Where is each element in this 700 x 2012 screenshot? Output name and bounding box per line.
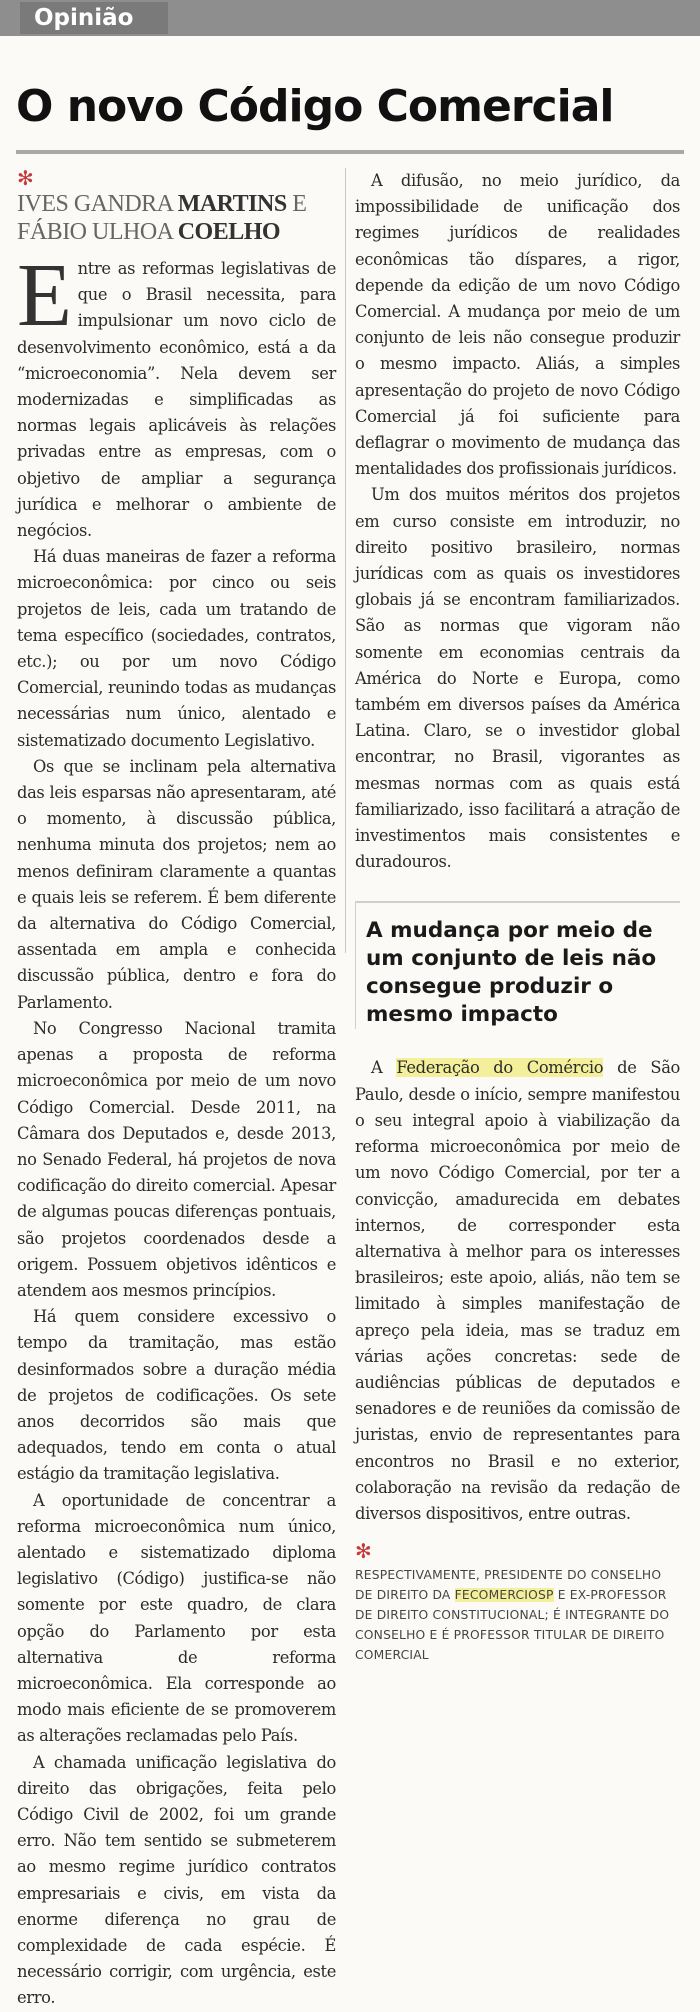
asterisk-icon: ✻ — [17, 166, 34, 190]
pull-quote-box — [355, 901, 680, 1029]
paragraph-5: Há quem considere excessivo o tempo da tramitação, mas estão desinformados sobre a duração média de projetos de codificações. Os sete anos decorridos são mais que adequados, tendo em conta o atual estágio da tramitação legislativa. — [17, 1307, 336, 1484]
author-1-surname: MARTINS — [177, 191, 287, 217]
footnote-asterisk-icon: ✻ — [355, 1539, 372, 1564]
paragraph-9: Um dos muitos méritos dos projetos em curso consiste em introduzir, no direito positivo brasileiro, normas jurídicas com as quais os investidores globais já se encontram familiarizados. São as normas que vigoram não somente em economias centrais da América do Norte e Europa, como também em diversos países da América Latina. Claro, se o investidor global encontrar, no Brasil, vigorantes as mesmas normas com as quais está familiarizado, isso facilitará a atração de investimentos mais consistentes e duradouros. — [355, 485, 680, 872]
paragraph-3: Os que se inclinam pela alternativa das leis esparsas não apresentaram, até o momento, à discussão pública, nenhuma minuta dos projetos; nem ao menos definiram claramente a quantas e quais leis se referem. É bem diferente da alternativa do Código Comercial, assentada em ampla e conhecida discussão pública, dentro e fora do Parlamento. — [17, 756, 336, 1012]
paragraph-6: A oportunidade de concentrar a reforma microeconômica num único, alentado e sistematizado diploma legislativo (Código) justifica-se não somente por este quadro, de clara opção do Parlamento por esta alternativa de reforma microeconômica. Ela corresponde ao modo mais eficiente de se promoverem as alterações reclamadas pelo País. — [17, 1490, 336, 1746]
headline: O novo Código Comercial — [16, 81, 614, 132]
footnote-rest: E EX-PROFESSOR DE DIREITO CONSTITUCIONAL; É INTEGRANTE DO CONSELHO E É PROFESSOR TITULAR DE DIREITO COMERCIAL — [355, 1588, 670, 1663]
highlighted-federacao: Federação do Comércio — [396, 1058, 604, 1078]
column-right — [355, 168, 680, 1665]
paragraph-10-rest: de São Paulo, desde o início, sempre manifestou o seu integral apoio à viabilização da reforma microeconômica por meio de um novo Código Comercial, por ter a convicção, amadurecida em debates internos, de corresponder esta alternativa à melhor para os interesses brasileiros; este apoio, aliás, não tem se limitado à simples manifestação de apreço pela ideia, mas se traduz em várias ações concretas: sede de audiências públicas de deputados e senadores e de reuniões da comissão de juristas, envio de representantes para encontros no Brasil e no exterior, colaboração na revisão da redação de diversos dispositivos, entre outras. — [355, 1058, 681, 1523]
author-1-given: IVES GANDRA — [17, 191, 173, 217]
section-label: Opinião — [20, 2, 168, 34]
drop-cap: E — [17, 246, 72, 345]
column-left — [17, 168, 336, 2012]
author-connector: E — [292, 191, 307, 217]
paragraph-2: Há duas maneiras de fazer a reforma microeconômica: por cinco ou seis projetos de leis, cada um tratando de tema específico (sociedades, contratos, etc.); ou por um novo Código Comercial, reunindo todas as mudanças necessárias num único, alentado e sistematizado documento Legislativo. — [17, 547, 336, 750]
paragraph-8: A difusão, no meio jurídico, da impossibilidade de unificação dos regimes jurídicos de realidades econômicas tão díspares, a rigor, depende da edição de um novo Código Comercial. A mudança por meio de um conjunto de leis não consegue produzir o mesmo impacto. Aliás, a simples apresentação do projeto de novo Código Comercial já foi suficiente para deflagrar o movimento de mudança das mentalidades dos profissionais jurídicos. — [355, 171, 680, 479]
column-divider — [345, 168, 346, 953]
paragraph-10 — [355, 1055, 680, 1527]
footnote-start: RESPECTIVAMENTE, PRESIDENTE DO CONSELHO DE DIREITO DA — [355, 1568, 662, 1603]
headline-divider — [16, 150, 684, 154]
pull-quote: A mudança por meio de um conjunto de leis não consegue produzir o mesmo impacto — [366, 918, 657, 1028]
author-byline — [17, 190, 336, 246]
author-footnote — [355, 1565, 680, 1665]
paragraph-7: A chamada unificação legislativa do direito das obrigações, feita pelo Código Civil de 2002, foi um grande erro. Não tem sentido se submeterem ao mesmo regime jurídico contratos empresariais e civis, em vista da enorme diferença no grau de complexidade de cada espécie. É necessário corrigir, com urgência, este erro. — [17, 1752, 336, 2008]
author-2-given: FÁBIO ULHOA — [17, 219, 173, 245]
paragraph-1-text: ntre as reformas legislativas de que o Brasil necessita, para impulsionar um novo ciclo de desenvolvimento econômico, está a da “microeconomia”. Nela devem ser modernizadas e simplificadas as normas legais aplicáveis às relações privadas entre as empresas, com o objetivo de ampliar a segurança jurídica e melhorar o ambiente de negócios. — [17, 259, 336, 541]
paragraph-10-start: A — [371, 1058, 397, 1078]
paragraph-4: No Congresso Nacional tramita apenas a proposta de reforma microeconômica por meio de um novo Código Comercial. Desde 2011, na Câmara dos Deputados e, desde 2013, no Senado Federal, há projetos de nova codificação do direito comercial. Apesar de algumas poucas diferenças pontuais, são projetos coordenados desde a origem. Possuem objetivos idênticos e atendem aos mesmos princípios. — [17, 1018, 336, 1300]
highlighted-fecomerciosp: FECOMERCIOSP — [454, 1588, 554, 1603]
author-2-surname: COELHO — [177, 219, 281, 245]
paragraph-1 — [17, 246, 336, 544]
